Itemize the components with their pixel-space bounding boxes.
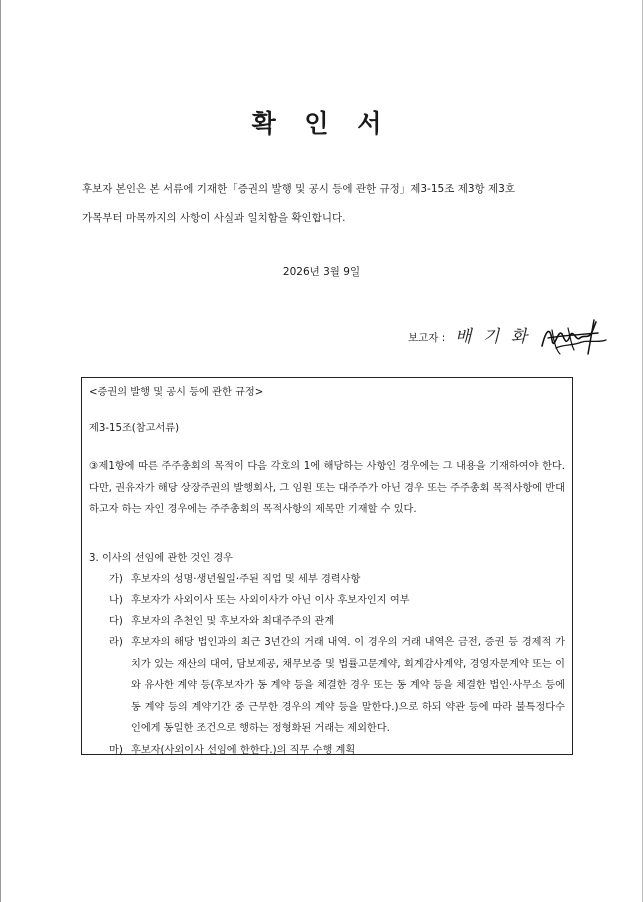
regulation-subitem <box>109 611 565 633</box>
regulation-header: <증권의 발행 및 공시 등에 관한 규정> <box>89 387 264 398</box>
subitem-mark: 다) <box>109 616 123 627</box>
subitem-text: 후보자의 성명·생년월일·주된 직업 및 세부 경력사항 <box>131 574 361 585</box>
subitem-mark: 가) <box>109 574 123 585</box>
regulation-subitem <box>109 632 565 740</box>
subitem-mark: 마) <box>109 745 123 756</box>
document-title: 확 인 서 <box>251 109 392 138</box>
regulation-subitem <box>109 590 565 612</box>
regulation-subitem <box>109 740 565 762</box>
document-date: 2026년 3월 9일 <box>282 266 361 278</box>
reporter-label: 보고자 : <box>408 332 446 344</box>
subitem-text: 후보자의 해당 법인과의 최근 3년간의 거래 내역. 이 경우의 거래 내역은 금전, 증권 등 경제적 가치가 있는 재산의 대여, 담보제공, 채무보증 및 법률고문계약, 회계감사계약, 경영자문계약 또는 이와 유사한 계약 등(후보자가 동 계약 등을 체결한 경우 또는 동 계약 등을 체결한 법인·사무소 등에 동 계약 등의 계약기간 중 근무한 경우의 계약 등을 말한다.)으로 하되 약관 등에 따라 불특정다수인에게 동일한 조건으로 행하는 정형화된 거래는 제외한다. <box>131 637 565 734</box>
subitem-mark: 나) <box>109 595 123 606</box>
statement-line-2: 가목부터 마목까지의 사항이 사실과 일치함을 확인합니다. <box>82 212 346 224</box>
signature-icon <box>538 316 610 358</box>
regulation-clause-3: ③제1항에 따른 주주총회의 목적이 다음 각호의 1에 해당하는 사항인 경우에는 그 내용을 기재하여야 한다. 다만, 권유자가 해당 상장주권의 발행회사, 그 임원 또는 대주주가 아닌 경우 또는 주주총회 목적사항에 반대하고자 하는 자인 경우에는 주주총회의 목적사항의 제목만 기재할 수 있다. <box>89 461 565 515</box>
subitem-text: 후보자의 추천인 및 후보자와 최대주주의 관계 <box>131 616 335 627</box>
regulation-excerpt-box <box>81 377 573 755</box>
regulation-subitem <box>109 569 565 591</box>
subitem-text: 후보자가 사외이사 또는 사외이사가 아닌 이사 후보자인지 여부 <box>131 595 410 606</box>
statement-line-1: 후보자 본인은 본 서류에 기재한「증권의 발행 및 공시 등에 관한 규정」제3-15조 제3항 제3호 <box>82 183 515 195</box>
reporter-block <box>408 318 618 368</box>
reporter-handwritten-name: 배 기 화 <box>455 327 531 347</box>
regulation-article-title: 제3-15조(참고서류) <box>89 423 180 434</box>
subitem-text: 후보자(사외이사 선임에 한한다.)의 직무 수행 계획 <box>131 745 356 756</box>
subitem-mark: 라) <box>109 637 123 648</box>
regulation-item-3-title: 3. 이사의 선임에 관한 것인 경우 <box>89 553 234 564</box>
